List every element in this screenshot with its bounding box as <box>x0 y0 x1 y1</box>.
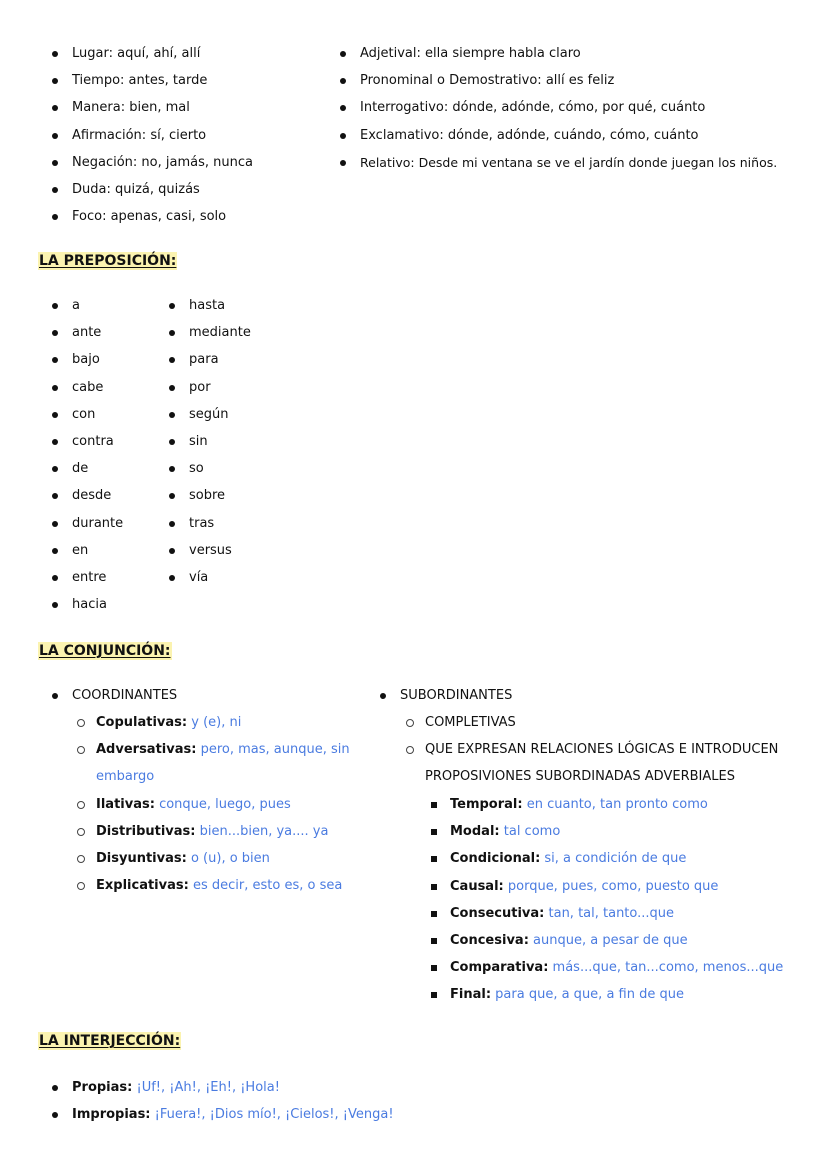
section-heading-preposicion: LA PREPOSICIÓN: <box>39 253 177 269</box>
list-item: Modal: tal como <box>428 818 783 845</box>
list-item: Copulativas: y (e), ni <box>74 709 350 736</box>
list-item: QUE EXPRESAN RELACIONES LÓGICAS E INTRODUCEN PROPOSIVIONES SUBORDINADAS ADVERBIALES <box>403 736 778 790</box>
coordinantes-items <box>74 709 350 899</box>
preposition-list-col2 <box>169 292 251 591</box>
list-item: Ilativas: conque, luego, pues <box>74 791 350 818</box>
subordinantes-items <box>428 791 783 1009</box>
list-item: según <box>169 401 251 428</box>
coordinantes-title: COORDINANTES <box>52 682 177 709</box>
list-item: Pronominal o Demostrativo: allí es feliz <box>340 67 777 94</box>
list-item: bajo <box>52 346 123 373</box>
list-item: so <box>169 455 251 482</box>
coordinantes-list <box>52 682 177 709</box>
list-item: Final: para que, a que, a fin de que <box>428 981 783 1008</box>
list-item: cabe <box>52 374 123 401</box>
list-item: por <box>169 374 251 401</box>
list-item: Manera: bien, mal <box>52 94 253 121</box>
adverb-kinds-list <box>340 40 777 176</box>
list-item: Adversativas: pero, mas, aunque, sin embargo <box>74 736 350 790</box>
list-item: desde <box>52 482 123 509</box>
subordinantes-title: SUBORDINANTES <box>380 682 512 709</box>
list-item: vía <box>169 564 251 591</box>
list-item: para <box>169 346 251 373</box>
list-item: en <box>52 537 123 564</box>
list-item: Exclamativo: dónde, adónde, cuándo, cómo, cuánto <box>340 122 777 149</box>
list-item: a <box>52 292 123 319</box>
list-item: ante <box>52 319 123 346</box>
interjeccion-list <box>52 1074 394 1128</box>
list-item: sin <box>169 428 251 455</box>
list-item: de <box>52 455 123 482</box>
list-item: contra <box>52 428 123 455</box>
list-item: Relativo: Desde mi ventana se ve el jardín donde juegan los niños. <box>340 149 777 176</box>
list-item: mediante <box>169 319 251 346</box>
list-item: con <box>52 401 123 428</box>
preposition-list-col1 <box>52 292 123 618</box>
section-heading-conjuncion: LA CONJUNCIÓN: <box>39 643 171 659</box>
list-item: Negación: no, jamás, nunca <box>52 149 253 176</box>
list-item: Foco: apenas, casi, solo <box>52 203 253 230</box>
list-item: Lugar: aquí, ahí, allí <box>52 40 253 67</box>
list-item: Consecutiva: tan, tal, tanto...que <box>428 900 783 927</box>
list-item: tras <box>169 510 251 537</box>
list-item: Disyuntivas: o (u), o bien <box>74 845 350 872</box>
list-item: Adjetival: ella siempre habla claro <box>340 40 777 67</box>
subordinantes-categories <box>403 709 778 791</box>
subordinantes-list <box>380 682 512 709</box>
list-item: Concesiva: aunque, a pesar de que <box>428 927 783 954</box>
adverb-types-list <box>52 40 253 230</box>
list-item: Explicativas: es decir, esto es, o sea <box>74 872 350 899</box>
section-heading-interjeccion: LA INTERJECCIÓN: <box>39 1033 181 1049</box>
list-item: sobre <box>169 482 251 509</box>
list-item: Impropias: ¡Fuera!, ¡Dios mío!, ¡Cielos!, ¡Venga! <box>52 1101 394 1128</box>
list-item: Distributivas: bien...bien, ya.... ya <box>74 818 350 845</box>
list-item: Propias: ¡Uf!, ¡Ah!, ¡Eh!, ¡Hola! <box>52 1074 394 1101</box>
list-item: Comparativa: más...que, tan...como, menos...que <box>428 954 783 981</box>
list-item: Tiempo: antes, tarde <box>52 67 253 94</box>
list-item: Temporal: en cuanto, tan pronto como <box>428 791 783 818</box>
list-item: Duda: quizá, quizás <box>52 176 253 203</box>
list-item: entre <box>52 564 123 591</box>
list-item: Interrogativo: dónde, adónde, cómo, por qué, cuánto <box>340 94 777 121</box>
list-item: hacia <box>52 591 123 618</box>
list-item: Afirmación: sí, cierto <box>52 122 253 149</box>
list-item: hasta <box>169 292 251 319</box>
list-item: versus <box>169 537 251 564</box>
list-item: COMPLETIVAS <box>403 709 778 736</box>
list-item: durante <box>52 510 123 537</box>
list-item: Causal: porque, pues, como, puesto que <box>428 873 783 900</box>
list-item: Condicional: si, a condición de que <box>428 845 783 872</box>
